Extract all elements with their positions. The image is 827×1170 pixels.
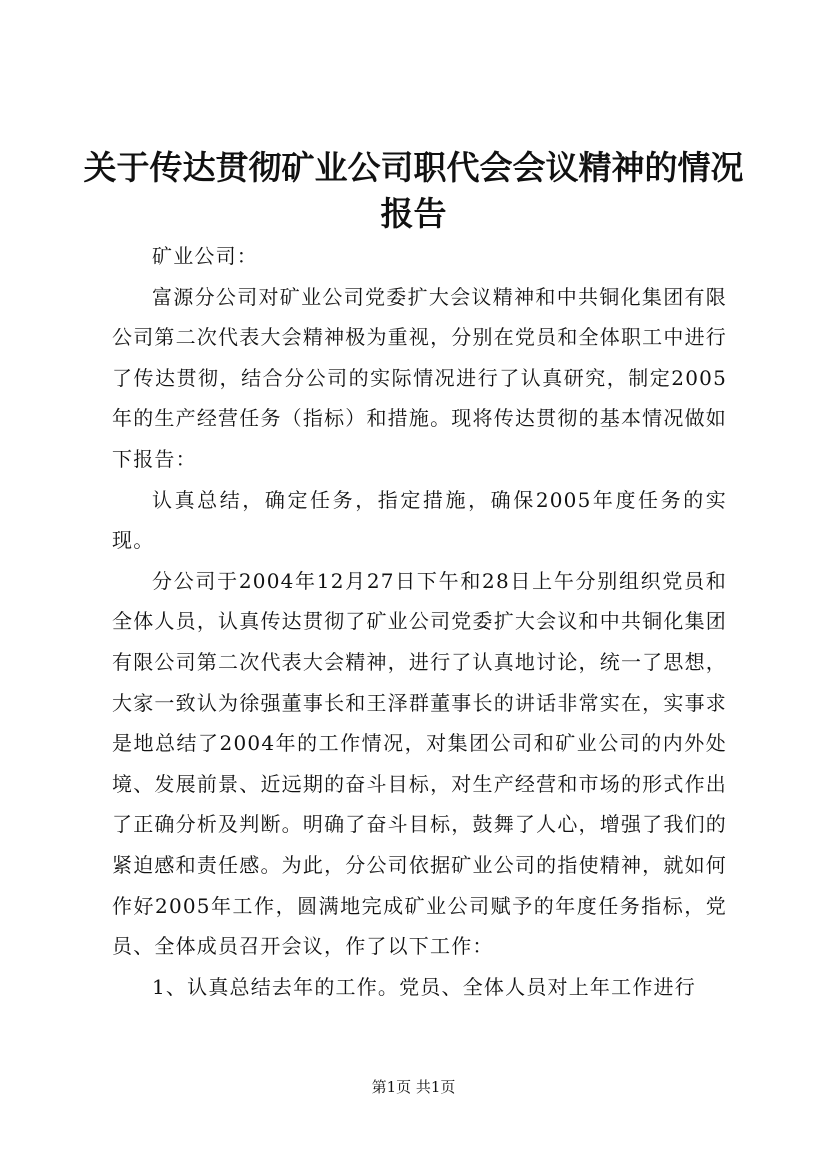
- document-title: [60, 145, 767, 237]
- page-number: 第1页 共1页: [371, 1078, 456, 1096]
- title-line-2: 报告: [380, 194, 447, 233]
- paragraph: 分公司于2004年12月27日下午和28日上午分别组织党员和全体人员，认真传达贯彻了矿业公司党委扩大会议和中共铜化集团有限公司第二次代表大会精神，进行了认真地讨论，统一了思想，大家一致认为徐强董事长和王泽群董事长的讲话非常实在，实事求是地总结了2004年的工作情况，对集团公司和矿业公司的内外处境、发展前景、近远期的奋斗目标，对生产经营和市场的形式作出了正确分析及判断。明确了奋斗目标，鼓舞了人心，增强了我们的紧迫感和责任感。为此，分公司依据矿业公司的指使精神，就如何作好2005年工作，圆满地完成矿业公司赋予的年度任务指标，党员、全体成员召开会议，作了以下工作：: [112, 568, 727, 959]
- title-line-1: 关于传达贯彻矿业公司职代会会议精神的情况: [83, 148, 744, 187]
- paragraph: 认真总结，确定任务，指定措施，确保2005年度任务的实现。: [112, 487, 727, 553]
- paragraph: 1、认真总结去年的工作。党员、全体人员对上年工作进行: [152, 974, 696, 999]
- salutation: 矿业公司：: [152, 244, 258, 268]
- document-body: [112, 236, 727, 1007]
- page-footer: [0, 1077, 827, 1097]
- paragraph: 富源分公司对矿业公司党委扩大会议精神和中共铜化集团有限公司第二次代表大会精神极为重视，分别在党员和全体职工中进行了传达贯彻，结合分公司的实际情况进行了认真研究，制定2005年的生产经营任务（指标）和措施。现将传达贯彻的基本情况做如下报告：: [112, 284, 727, 471]
